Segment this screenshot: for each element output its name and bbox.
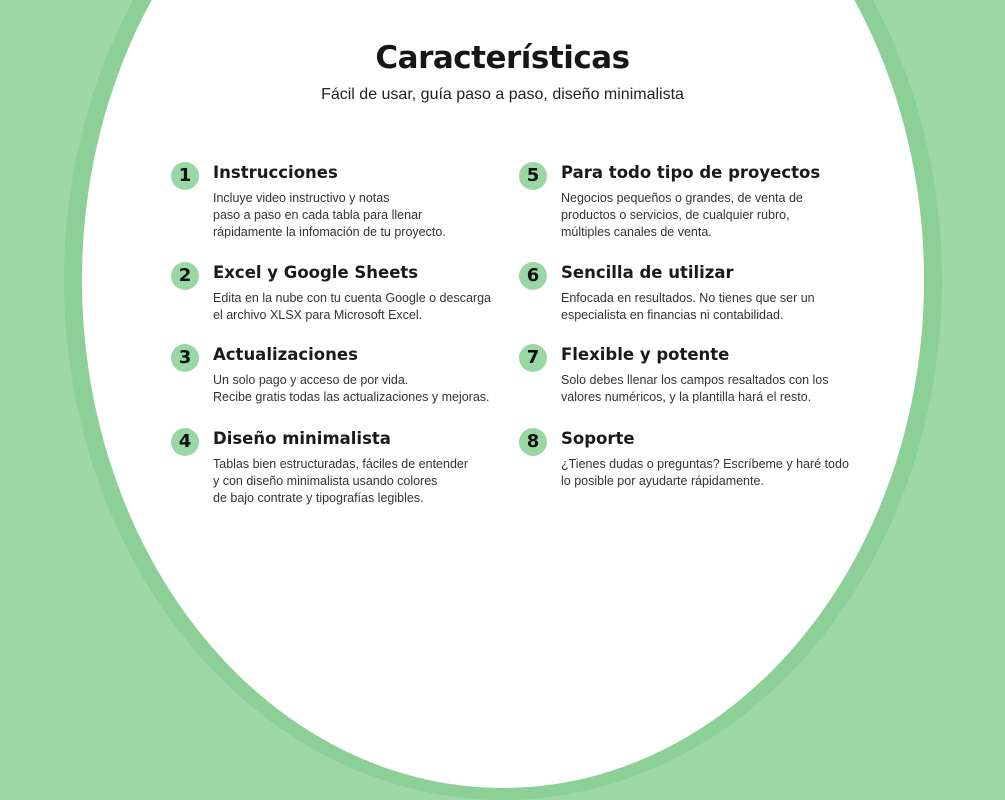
feature-description-line: Tablas bien estructuradas, fáciles de entender <box>213 457 469 471</box>
page-subtitle: Fácil de usar, guía paso a paso, diseño minimalista <box>321 86 684 103</box>
feature-description <box>561 190 861 241</box>
feature-number-badge: 2 <box>171 262 199 290</box>
feature-description-line: rápidamente la infomación de tu proyecto. <box>213 225 446 239</box>
feature-description-line: especialista en financias ni contabilidad. <box>561 308 784 322</box>
feature-description <box>213 190 513 241</box>
feature-description-line: de bajo contrate y tipografías legibles. <box>213 491 424 505</box>
feature-number-badge: 4 <box>171 428 199 456</box>
feature-description-line: lo posible por ayudarte rápidamente. <box>561 474 764 488</box>
feature-description <box>213 372 513 406</box>
feature-description-line: ¿Tienes dudas o preguntas? Escríbeme y haré todo <box>561 457 849 471</box>
feature-description <box>561 456 861 490</box>
feature-number-badge: 8 <box>519 428 547 456</box>
feature-title: Instrucciones <box>213 163 338 182</box>
feature-description <box>561 290 861 324</box>
feature-title: Soporte <box>561 429 635 448</box>
feature-description-line: valores numéricos, y la plantilla hará el resto. <box>561 390 812 404</box>
feature-description-line: Incluye video instructivo y notas <box>213 191 390 205</box>
feature-description <box>213 456 513 507</box>
feature-description-line: el archivo XLSX para Microsoft Excel. <box>213 308 423 322</box>
feature-description-line: Edita en la nube con tu cuenta Google o descarga <box>213 291 491 305</box>
feature-title: Para todo tipo de proyectos <box>561 163 821 182</box>
feature-description-line: Solo debes llenar los campos resaltados con los <box>561 373 829 387</box>
feature-description-line: Negocios pequeños o grandes, de venta de <box>561 191 803 205</box>
feature-description-line: Recibe gratis todas las actualizaciones y mejoras. <box>213 390 490 404</box>
feature-number-badge: 7 <box>519 344 547 372</box>
page-title: Características <box>375 40 630 76</box>
feature-description-line: Un solo pago y acceso de por vida. <box>213 373 409 387</box>
feature-title: Excel y Google Sheets <box>213 263 419 282</box>
feature-number-badge: 1 <box>171 162 199 190</box>
feature-number-badge: 5 <box>519 162 547 190</box>
feature-description-line: múltiples canales de venta. <box>561 225 712 239</box>
feature-title: Actualizaciones <box>213 345 358 364</box>
feature-description-line: Enfocada en resultados. No tienes que ser un <box>561 291 815 305</box>
feature-title: Diseño minimalista <box>213 429 391 448</box>
feature-description-line: paso a paso en cada tabla para llenar <box>213 208 423 222</box>
feature-description-line: productos o servicios, de cualquier rubro, <box>561 208 790 222</box>
feature-title: Flexible y potente <box>561 345 730 364</box>
feature-number-badge: 3 <box>171 344 199 372</box>
feature-description <box>213 290 513 324</box>
feature-number-badge: 6 <box>519 262 547 290</box>
feature-description-line: y con diseño minimalista usando colores <box>213 474 438 488</box>
feature-description <box>561 372 861 406</box>
feature-title: Sencilla de utilizar <box>561 263 734 282</box>
